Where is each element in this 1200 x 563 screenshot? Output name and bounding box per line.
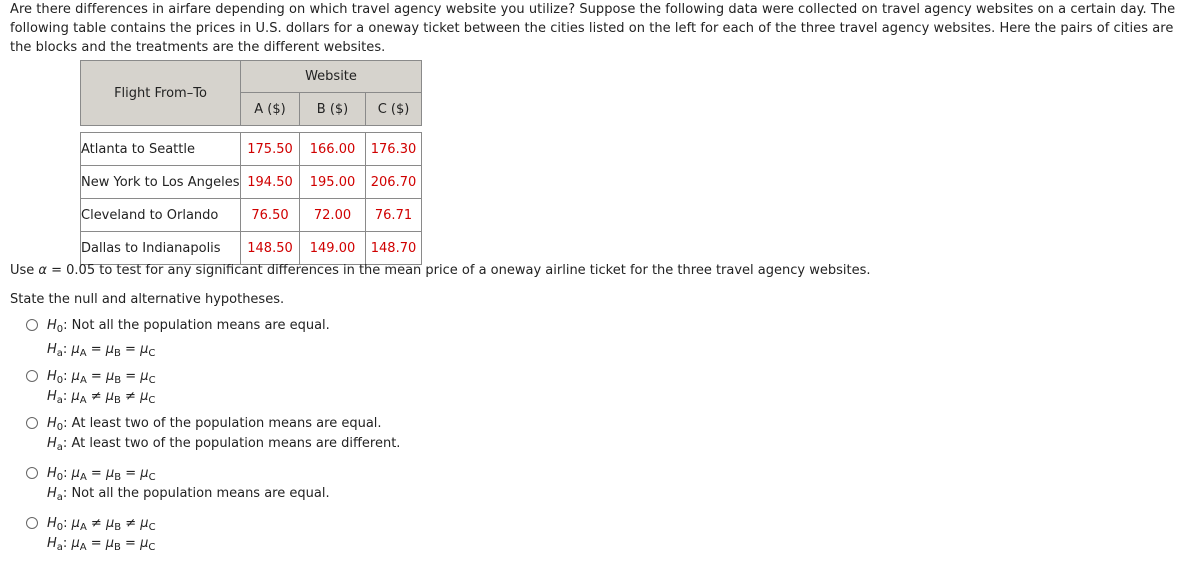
price-cell: 76.50 [241,199,300,232]
hypotheses-prompt: State the null and alternative hypotheses. [10,292,285,307]
price-cell: 175.50 [241,133,300,166]
website-header: Website [241,61,422,93]
airfare-table [80,60,422,265]
price-cell: 149.00 [300,232,366,265]
option-5-ha: $H_a$: $\mu_A = \mu_B = \mu_C$ [47,536,156,553]
option-2-ha: $H_a$: $\mu_A \ne \mu_B \ne \mu_C$ [47,389,156,406]
city-cell: Dallas to Indianapolis [81,232,241,265]
price-cell: 176.30 [366,133,422,166]
price-cell: 194.50 [241,166,300,199]
city-cell: Cleveland to Orlando [81,199,241,232]
option-3-ha: $H_a$: At least two of the population means are different. [47,436,401,453]
table-row [81,133,422,166]
price-cell: 206.70 [366,166,422,199]
radio-button[interactable] [26,319,38,331]
question-intro: Are there differences in airfare depending on which travel agency website you utilize? Suppose the following data were collected on travel agency websites on a certain day. The following table contains the prices in U.S. dollars for a oneway ticket between the cities listed on the left for each of the three travel agency websites. Here the pairs of cities are the blocks and the treatments are the different websites. [10,2,1176,55]
alpha-symbol: α [38,263,47,278]
price-cell: 76.71 [366,199,422,232]
radio-button[interactable] [26,370,38,382]
option-4-ha: $H_a$: Not all the population means are equal. [47,486,330,503]
option-1-ha: $H_a$: $\mu_A = \mu_B = \mu_C$ [47,342,156,359]
table-row [81,166,422,199]
price-cell: 148.70 [366,232,422,265]
alpha-instruction: Use α = 0.05 to test for any significant differences in the mean price of a oneway airline ticket for the three travel agency websites. [10,263,871,278]
col-header-a: A ($) [241,93,300,126]
price-cell: 148.50 [241,232,300,265]
option-4-h0: $H_0$: $\mu_A = \mu_B = \mu_C$ [47,466,156,483]
radio-button[interactable] [26,417,38,429]
option-5-h0: $H_0$: $\mu_A \ne \mu_B \ne \mu_C$ [47,516,156,533]
option-1-h0: $H_0$: Not all the population means are equal. [47,318,330,335]
row-header: Flight From–To [81,61,241,126]
radio-button[interactable] [26,467,38,479]
col-header-b: B ($) [300,93,366,126]
city-cell: New York to Los Angeles [81,166,241,199]
radio-button[interactable] [26,517,38,529]
table-row [81,199,422,232]
price-cell: 166.00 [300,133,366,166]
option-3-h0: $H_0$: At least two of the population means are equal. [47,416,382,433]
option-2-h0: $H_0$: $\mu_A = \mu_B = \mu_C$ [47,369,156,386]
col-header-c: C ($) [366,93,422,126]
table-row [81,232,422,265]
city-cell: Atlanta to Seattle [81,133,241,166]
price-cell: 195.00 [300,166,366,199]
price-cell: 72.00 [300,199,366,232]
